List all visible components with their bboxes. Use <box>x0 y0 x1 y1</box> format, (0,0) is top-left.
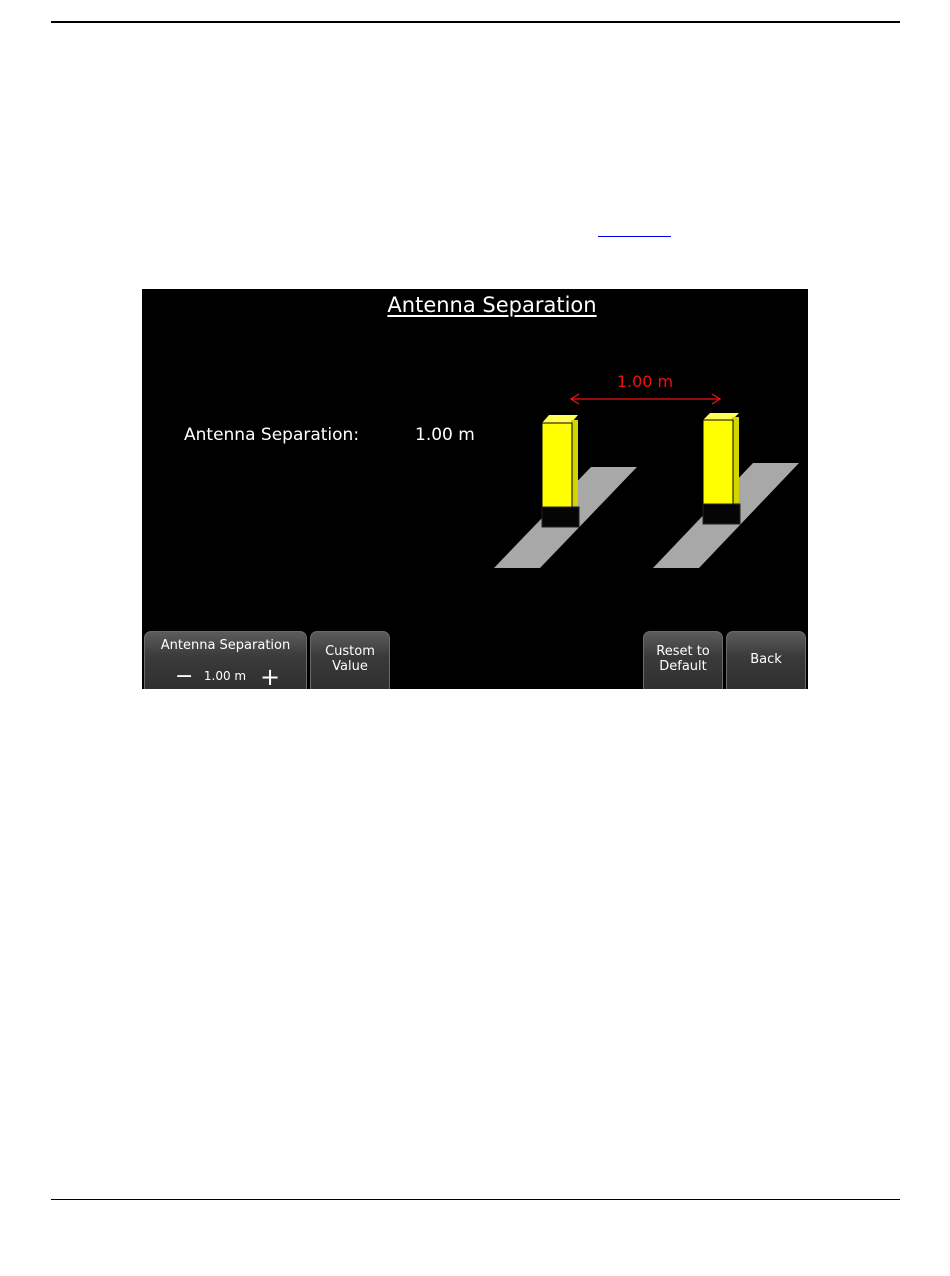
back-label: Back <box>750 652 782 667</box>
reset-line2: Default <box>659 659 707 674</box>
separation-stepper[interactable] <box>145 662 306 689</box>
plus-icon[interactable]: + <box>260 663 281 689</box>
custom-line1: Custom <box>325 644 375 659</box>
dimension-label: 1.00 m <box>616 372 674 391</box>
reset-line1: Reset to <box>656 644 710 659</box>
minus-icon[interactable]: − <box>175 664 194 689</box>
custom-line2: Value <box>332 659 368 674</box>
header-rule <box>51 21 900 23</box>
antenna-separation-button[interactable] <box>144 631 307 689</box>
back-button[interactable] <box>726 631 806 689</box>
left-antenna <box>542 415 579 527</box>
link-underline[interactable] <box>598 236 671 237</box>
screen-title: Antenna Separation <box>387 293 597 317</box>
right-antenna <box>703 413 740 524</box>
footer-rule <box>51 1199 900 1200</box>
setting-label: Antenna Separation: <box>184 425 360 445</box>
device-screen <box>142 289 808 689</box>
stepper-value: 1.00 m <box>203 669 247 683</box>
dimension-arrow <box>571 394 720 404</box>
reset-default-button[interactable] <box>643 631 723 689</box>
setting-value: 1.00 m <box>415 425 475 445</box>
separation-button-label: Antenna Separation <box>160 638 291 653</box>
antenna-diagram <box>142 289 808 689</box>
custom-value-button[interactable] <box>310 631 390 689</box>
